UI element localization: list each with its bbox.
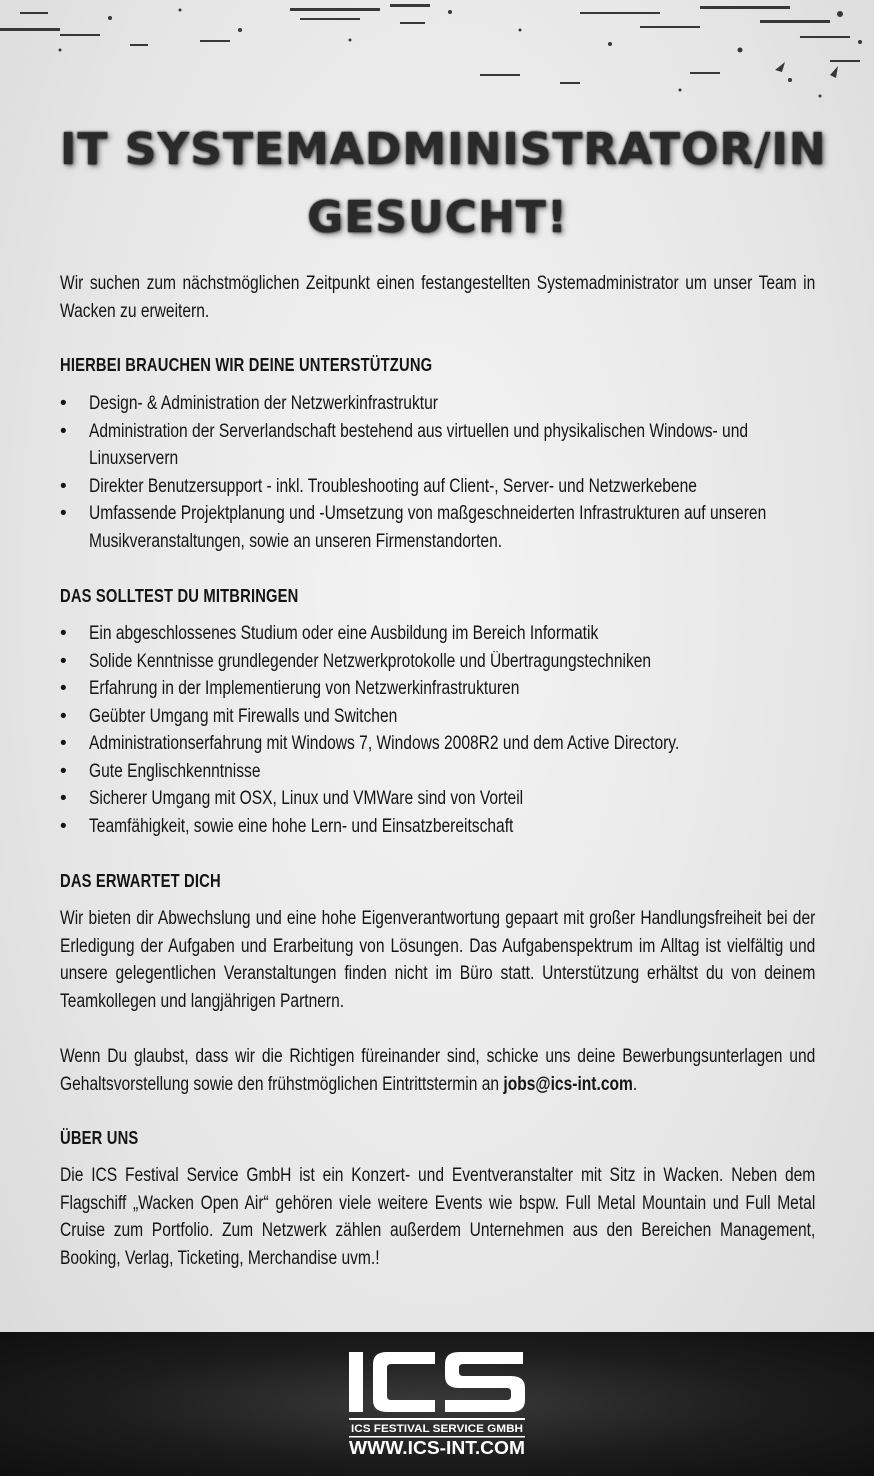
about-paragraph <box>60 1162 815 1272</box>
list-item: • Direkter Benutzersupport - inkl. Troubleshooting auf Client-, Server- und Netzwerkebene <box>60 473 815 501</box>
section-heading-about: ÜBER UNS <box>60 1128 139 1148</box>
list-item: • Gute Englischkenntnisse <box>60 758 815 786</box>
list-item: • Umfassende Projektplanung und -Umsetzung von maßgeschneiderten Infrastrukturen auf unseren Musikveranstaltungen, sowie an unseren Firmenstandorten. <box>60 500 815 555</box>
apply-text: Wenn Du glaubst, dass wir die Richtigen füreinander sind, schicke uns deine Bewerbungsunterlagen und Gehaltsvorstellung sowie den frühstmöglichen Eintrittstermin an <box>60 1046 816 1095</box>
about-text: Die ICS Festival Service GmbH ist ein Konzert- und Eventveranstalter mit Sitz in Wacken. Neben dem Flagschiff „Wacken Open Air“ gehören viele weitere Events wie bspw. Full Metal Mountain und Full Metal Cruise zum Portfolio. Zum Netzwerk zählen außerdem Unternehmen aus den Bereichen Management, Booking, Verlag, Ticketing, Merchandise uvm.! <box>60 1165 816 1269</box>
list-item: • Administration der Serverlandschaft bestehend aus virtuellen und physikalischen Windows- und Linuxservern <box>60 418 815 473</box>
intro-paragraph <box>60 270 815 325</box>
logo-letter-c <box>373 1352 435 1412</box>
apply-paragraph <box>60 1043 815 1098</box>
logo-website: WWW.ICS-INT.COM <box>349 1438 525 1458</box>
section-heading-offer: DAS ERWARTET DICH <box>60 871 221 891</box>
list-item: • Ein abgeschlossenes Studium oder eine Ausbildung im Bereich Informatik <box>60 620 815 648</box>
grunge-splatter-decoration <box>0 0 874 110</box>
list-item: • Teamfähigkeit, sowie eine hohe Lern- und Einsatzbereitschaft <box>60 813 815 841</box>
section-heading-support: HIERBEI BRAUCHEN WIR DEINE UNTERSTÜTZUNG <box>60 355 433 375</box>
requirements-list <box>60 620 815 840</box>
offer-text: Wir bieten dir Abwechslung und eine hohe Eigenverantwortung gepaart mit großer Handlungsfreiheit bei der Erledigung der Aufgaben und Erarbeitung von Lösungen. Das Aufgabenspektrum im Alltag ist vielfältig und unsere gelegentlichen Veranstaltungen finden nicht im Büro statt. Unterstützung erhältst du von deinem Teamkollegen und langjährigen Partnern. <box>60 908 816 1012</box>
section-heading-requirements: DAS SOLLTEST DU MITBRINGEN <box>60 586 299 606</box>
email-link[interactable]: jobs@ics-int.com <box>503 1073 633 1095</box>
offer-paragraph <box>60 905 815 1015</box>
logo-company-name: ICS FESTIVAL SERVICE GMBH <box>351 1423 524 1435</box>
list-item: • Sicherer Umgang mit OSX, Linux und VMWare sind von Vorteil <box>60 785 815 813</box>
list-item: • Design- & Administration der Netzwerkinfrastruktur <box>60 390 815 418</box>
headline-line-2: GESUCHT! <box>307 192 568 243</box>
list-item: • Geübter Umgang mit Firewalls und Switchen <box>60 703 815 731</box>
list-item: • Solide Kenntnisse grundlegender Netzwerkprotokolle und Übertragungstechniken <box>60 648 815 676</box>
ics-logo[interactable] <box>347 1350 527 1460</box>
list-item: • Administrationserfahrung mit Windows 7, Windows 2008R2 und dem Active Directory. <box>60 730 815 758</box>
support-list <box>60 390 815 555</box>
logo-letter-i <box>349 1352 363 1412</box>
apply-end: . <box>632 1073 638 1095</box>
logo-divider <box>349 1418 525 1420</box>
list-item: • Erfahrung in der Implementierung von Netzwerkinfrastrukturen <box>60 675 815 703</box>
headline-line-1: IT SYSTEMADMINISTRATOR/IN <box>60 124 827 175</box>
intro-text: Wir suchen zum nächstmöglichen Zeitpunkt einen festangestellten Systemadministrator um unser Team in Wacken zu erweitern. <box>60 273 816 322</box>
logo-letter-s <box>445 1352 525 1412</box>
